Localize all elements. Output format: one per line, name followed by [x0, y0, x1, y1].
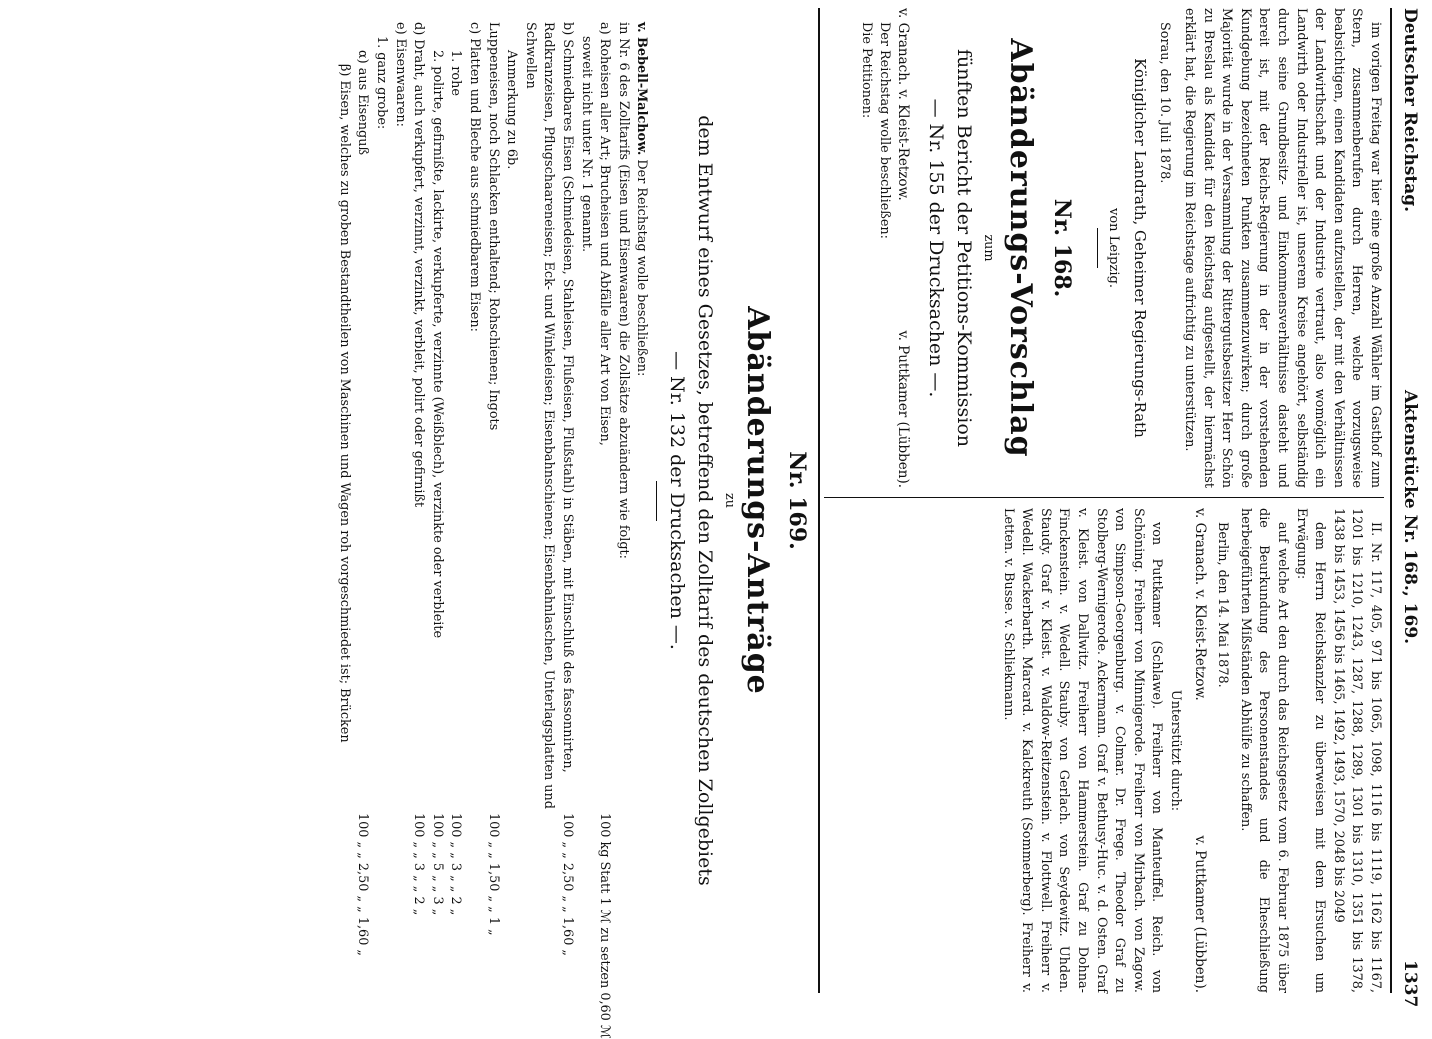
tariff-item [502, 8, 521, 993]
page-number: 1337 [1400, 960, 1420, 1008]
doc168-text2: Die Petitionen: [858, 22, 874, 119]
doc168-subtitle: fünften Bericht der Petitions-Kommission [953, 48, 976, 448]
column-divider [824, 497, 1384, 498]
doc169-number: Nr. 169. [784, 451, 810, 550]
left-paragraph: im vorigen Freitag war hier eine große Anzahl Wähler im Gasthof zum Stern, zusammenberufen durch Herren, welche vorzugsweise beabsichtigen, einen Kandidaten aufzustellen, der mit den Verhältnissen der Landwirthschaft und der Industrie vertraut, also womöglich ein Landwirth oder Industrieller ist, unserem Kreise angehört, selbständig durch seine Grundbesitz- und Einkommensverhältnisse dasteht und bereit ist, mit der Reichs-Regierung in der in der vorstehenden Kundgebung bezeichneten Punkten zusammenzuwirken; durch große Majorität wurde in der Versammlung der Rittergutsbesitzer Herr Schön zu Breslau als Kandidat für den Reichstag aufgestellt, der hiermächst erklärt hat, die Regierung im Reichstage aufrichtig zu unterstützen. [1182, 8, 1383, 488]
tariff-item-text: a) Roheisen aller Art; Brucheisen und Abfälle aller Art von Eisen, [597, 22, 613, 446]
doc168-signers-right: v. Puttkamer (Lübben). [895, 330, 912, 488]
place-date: Sorau, den 10. Juli 1878. [1157, 22, 1173, 184]
tariff-item-text: 1. rohe [448, 50, 464, 96]
tariff-item-rate: 100 „ „ 3 „ „ 2 „ [448, 813, 464, 916]
header-left: Deutscher Reichstag. [1400, 8, 1420, 213]
tariff-item [520, 8, 576, 993]
tariff-item [409, 8, 428, 993]
tariff-item-text: c) Platten und Bleche aus schmiedbarem Eisen: [467, 22, 483, 332]
tariff-item [446, 8, 465, 993]
doc169-intro-line [632, 8, 651, 993]
doc169-line2: — Nr. 132 der Drucksachen —. [666, 351, 689, 650]
right-paragraph2: dem Herrn Reichskanzler zu überweisen mit dem Ersuchen um Erwägung: [1293, 508, 1328, 993]
right-place-date: Berlin, den 14. Mai 1878. [1215, 522, 1231, 688]
tariff-item-rate: 100 „ „ 5 „ „ 3 „ [429, 813, 445, 916]
tariff-item [427, 8, 446, 993]
tariff-item [390, 8, 409, 993]
tariff-item [595, 8, 614, 1039]
tariff-item-text: soweit nicht unter Nr. 1 genannt. [578, 36, 594, 253]
tariff-item-text: d) Draht, auch verkupfert, verzinnt, verzinkt, verbleit, polirt oder gefirnißt [411, 22, 427, 508]
tariff-item-rate [334, 813, 353, 993]
doc169-mover: v. Bebell-Malchow. [634, 22, 650, 156]
section-rule [818, 8, 820, 993]
right-signers-left: v. Granach. v. Kleist-Retzow. [1191, 508, 1208, 701]
header-center: Aktenstücke Nr. 168., 169. [1400, 390, 1420, 645]
doc169-line1: dem Entwurf eines Gesetzes, betreffend den Zolltarif des deutschen Zollgebiets [694, 115, 717, 886]
doc168-signers [894, 8, 913, 488]
doc169 [334, 8, 812, 1039]
tariff-item-rate: 100 „ „ 1,50 „ „ 1 „ [485, 813, 501, 936]
right-paragraph3: auf welche Art den durch das Reichsgesetz vom 6. Februar 1875 über die Beurkundung des Personenstandes und die Eheschließung herbeigeführten Mißständen Abhülfe zu schaffen. [1237, 508, 1291, 993]
doc169-sub-intro: in Nr. 6 des Zolltarifs (Eisen und Eisenwaaren) die Zollsätze abzuändern wie folgt: [615, 22, 631, 559]
tariff-item-text: 1. ganz grobe: [374, 36, 390, 130]
tariff-item-rate [390, 813, 409, 993]
right-signers-right: v. Puttkamer (Lübben). [1191, 835, 1208, 993]
doc169-title: Abänderungs-Anträge [740, 306, 775, 695]
tariff-item-text: 2. polirte, gefirnißte, lackirte, verkupferte, verzinnte (Weißblech), verzinkte oder verbleite [429, 50, 445, 639]
doc169-divider [656, 481, 657, 521]
doc168-number: Nr. 168. [1048, 198, 1075, 298]
doc168-text1: Der Reichstag wolle beschließen: [877, 22, 893, 239]
tariff-item [576, 8, 595, 993]
tariff-item-text: b) Schmiedbares Eisen (Schmiedeisen, Stahleisen, Flußeisen, Flußstahl) in Stäben, mit Einschluß des fassonnirten, Radkranzeisen, Pflugschaareneisen; Eck- und Winkeleisen; Eisenbahnschienen; Eisenbahnlaschen, Unterlagsplatten und Schwellen [522, 22, 576, 809]
tariff-item-rate: 100 kg Statt 1 ℳ zu setzen 0,60 ℳ [597, 813, 613, 1039]
running-header [1394, 0, 1424, 1008]
tariff-item-text: e) Eisenwaaren: [392, 22, 408, 127]
tariff-item-rate: 100 „ „ 2,50 „ „ 1,60 „ [355, 813, 371, 957]
tariff-item-rate [464, 813, 483, 993]
doc169-intro: Der Reichstag wolle beschließen: [634, 159, 650, 377]
doc168-subtitle2: — Nr. 155 der Drucksachen —. [925, 98, 948, 398]
tariff-item [372, 8, 391, 993]
tariff-item-rate: 100 „ „ 2,50 „ „ 1,60 „ [560, 813, 576, 957]
tariff-item-text: Luppeneisen, noch Schlacken enthaltend; Rohschienen; Ingots [485, 22, 501, 431]
right-signers [1190, 508, 1209, 993]
right-column [998, 508, 1384, 993]
tariff-item [334, 8, 353, 993]
signature: Königlicher Landrath, Geheimer Regierungs-Rath [1130, 58, 1149, 438]
doc168-title: Abänderungs-Vorschlag [1002, 38, 1038, 458]
tariff-item-rate [576, 813, 595, 993]
tariff-item-text: Anmerkung zu 6b. [504, 50, 520, 170]
tariff-item [483, 8, 502, 993]
divider [1097, 228, 1098, 268]
tariff-item-text: α) aus Eisenguß [355, 50, 371, 156]
signature-name: von Leipzig. [1106, 208, 1122, 288]
right-paragraph1: II. Nr. 117, 405, 971 bis 1065, 1098, 1116 bis 1119, 1162 bis 1167, 1201 bis 1210, 1243, 1287, 1288, 1289, 1301 bis 1310, 1351 bis 1378, 1438 bis 1453, 1456 bis 1465, 1492, 1493, 1570, 2048 bis 2049 [1330, 508, 1383, 993]
supported-by: Unterstützt durch: [1168, 689, 1184, 812]
tariff-items [334, 8, 613, 1039]
supporters-list: von Puttkamer (Schlawe). Freiherr von Manteuffel. Reich. von Schöning. Freiherr von Minnigerode. Freiherr von Mirbach. von Zagow. von Simpson-Georgenburg. v. Colmar. Dr. Frege. Theodor Graf zu Stolberg-Wernigerode. Ackermann. Graf v. Bethusy-Huc. v. d. Osten. Graf v. Kleist. von Dallwitz. Freiherr von Hammerstein. Graf zu Dohna-Finckenstein. v. Wedell. Stauby. von Gerlach. von Seydewitz. Uhden. Staudy. Graf v. Kleist. v. Waldow-Reitzenstein. v. Flottwell. Freiherr v. Wedell. Wackerbarth. Marcard. v. Kalckreuth (Sommerberg). Freiherr v. Letten. v. Busse. v. Schliekmann. [1000, 508, 1165, 993]
tariff-item-rate [372, 813, 391, 993]
header-rule [1390, 8, 1392, 993]
tariff-item [353, 8, 372, 993]
tariff-item-text: β) Eisen, welches zu groben Bestandtheilen von Maschinen und Wagen roh vorgeschmiedet ist; Brücken [336, 64, 352, 743]
tariff-item [464, 8, 483, 993]
doc168-signers-left: v. Granach. v. Kleist-Retzow. [895, 8, 912, 201]
left-column [856, 8, 1384, 488]
tariff-item-rate [502, 813, 521, 993]
doc169-zu: zu [722, 493, 737, 508]
tariff-item-rate: 100 „ „ 3 „ „ 2 „ [411, 813, 427, 916]
doc168-zum: zum [980, 234, 996, 262]
